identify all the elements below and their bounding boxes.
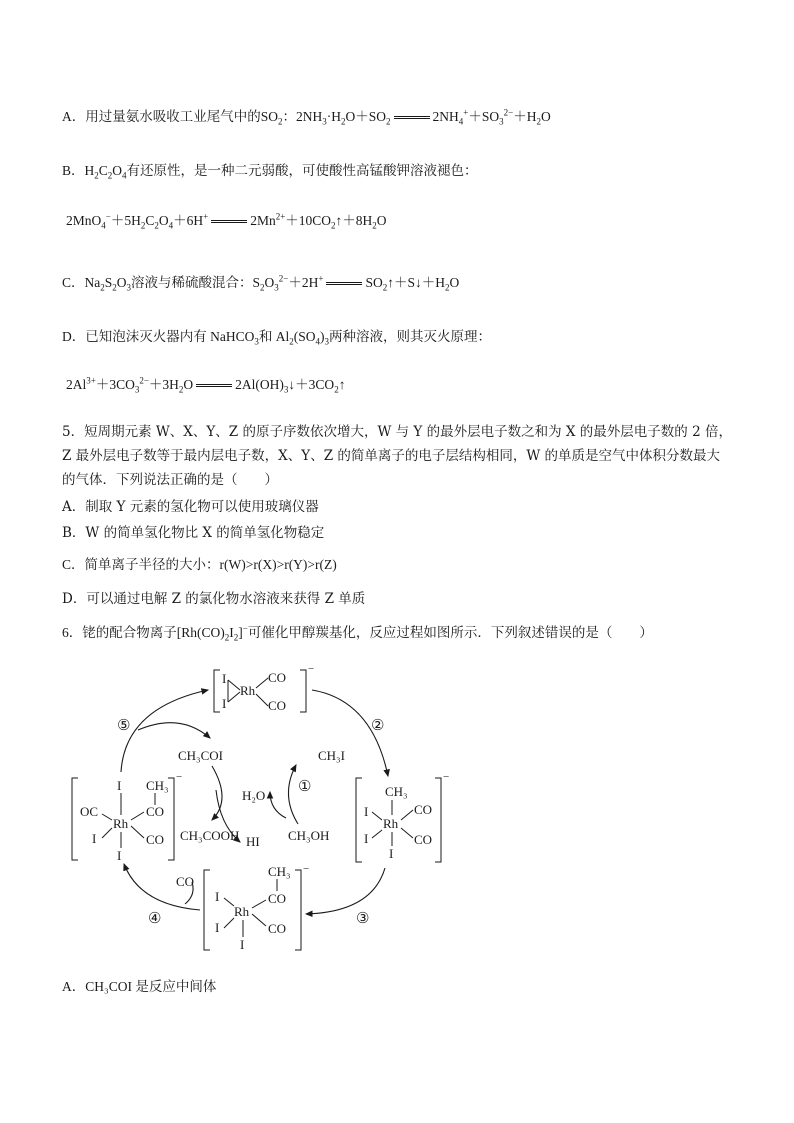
- text: 2Mn: [250, 213, 276, 228]
- option-b-equation: [66, 212, 387, 230]
- catalytic-cycle-diagram: [0, 650, 794, 970]
- rh-label: Rh: [234, 904, 250, 919]
- ch3i-label: CH₃I: [318, 748, 345, 763]
- text: 两种溶液，则其灭火原理：: [329, 329, 492, 344]
- text: O: [158, 213, 169, 228]
- text: 2Al: [66, 377, 87, 392]
- ligand-i: I: [222, 696, 227, 711]
- ligand-ch3: CH₃: [268, 864, 291, 879]
- sup: +: [203, 211, 209, 222]
- ligand-i: I: [92, 831, 97, 846]
- hi-label: HI: [246, 834, 260, 849]
- sub: 2: [233, 632, 239, 643]
- text: C: [98, 163, 108, 178]
- step-1-label: ①: [298, 779, 312, 795]
- ligand-co: CO: [414, 802, 433, 817]
- text: ＋6H: [173, 213, 204, 228]
- step-5-label: ⑤: [117, 718, 131, 734]
- sub: 4: [458, 116, 464, 127]
- sub: 2: [260, 282, 265, 293]
- text: [Rh(CO): [176, 625, 225, 640]
- arrow-release-ch3coi: [138, 723, 210, 738]
- question-5-option-b: B．W 的简单氢化物比 X 的简单氢化物稳定: [62, 525, 325, 541]
- sub: 2: [107, 170, 113, 181]
- question-5-option-a: A．制取 Y 元素的氢化物可以使用玻璃仪器: [62, 499, 319, 515]
- charge: −: [308, 663, 315, 675]
- text: O: [264, 275, 275, 290]
- sub: 3: [499, 116, 504, 127]
- step-4-label: ④: [148, 911, 162, 927]
- ligand-i: I: [222, 671, 227, 686]
- text: (SO: [293, 329, 316, 344]
- text: ]: [238, 625, 243, 640]
- text: 2MnO: [66, 213, 102, 228]
- left-rh-complex: [72, 771, 182, 863]
- ch3oh-label: CH₃OH: [288, 828, 330, 843]
- sup: 2+: [275, 211, 286, 222]
- text: ＋SO: [468, 109, 500, 124]
- ligand-i: I: [215, 889, 220, 904]
- sup: 3+: [86, 375, 96, 386]
- text: 有还原性，是一种二元弱酸，可使酸性高锰酸钾溶液褪色：: [126, 163, 478, 178]
- question-5-stem: 5．短周期元素 W、X、Y、Z 的原子序数依次增大，W 与 Y 的最外层电子数之和为 X 的最外层电子数的 2 倍，Z 最外层电子数等于最内层电子数，X、Y、Z 的简单离子的电子层结构相同，W 的单质是空气中体积分数最大的气体．下列说法正确的是（ ）: [62, 424, 732, 488]
- sub: 3: [324, 336, 330, 347]
- sup: +: [318, 273, 324, 284]
- text: O: [376, 213, 387, 228]
- question-6-stem: [62, 624, 653, 642]
- ligand-i: I: [364, 831, 369, 846]
- sub: 3: [126, 282, 132, 293]
- text: ): [320, 329, 325, 344]
- ligand-oc: OC: [80, 804, 99, 819]
- sub: 3: [274, 282, 279, 293]
- text: O: [183, 377, 194, 392]
- sup: −: [105, 211, 111, 222]
- sup: 2−: [278, 273, 289, 284]
- sub: 2: [331, 220, 336, 231]
- text: 2Al(OH): [235, 377, 284, 392]
- question-5-option-c: C．简单离子半径的大小：r(W)>r(X)>r(Y)>r(Z): [62, 557, 337, 572]
- text: C．Na: [62, 275, 101, 290]
- text: ：2NH: [282, 109, 323, 124]
- text: S: [104, 275, 113, 290]
- text: ＋3H: [148, 377, 179, 392]
- sup: +: [463, 107, 469, 118]
- equals-sign: [196, 384, 232, 387]
- right-rh-complex: [356, 771, 449, 862]
- ligand-i: I: [215, 920, 220, 935]
- text: SO: [365, 275, 383, 290]
- text: ↑＋8H: [335, 213, 373, 228]
- arrow-step-3: [306, 868, 385, 914]
- arrow-ch3oh-to-ch3i: [288, 765, 298, 824]
- sub: 3: [254, 336, 259, 347]
- sub: 2: [154, 220, 159, 231]
- equals-sign: [211, 220, 247, 223]
- option-d-equation: [66, 376, 345, 394]
- sub: 3: [322, 116, 327, 127]
- text: ↑＋S↓＋H: [387, 275, 445, 290]
- step-2-label: ②: [371, 718, 385, 734]
- step-3-label: ③: [356, 911, 370, 927]
- sup: 2−: [139, 375, 149, 386]
- text: 溶液与稀硫酸混合：S: [131, 275, 261, 290]
- text: C: [145, 213, 155, 228]
- ligand-co: CO: [146, 832, 165, 847]
- sub: 2: [178, 384, 184, 395]
- sub: 2: [94, 170, 99, 181]
- sub: 2: [382, 282, 388, 293]
- text: ↑: [338, 377, 346, 392]
- text: 可催化甲醇羰基化，反应过程如图所示．下列叙述错误的是（ ）: [247, 625, 653, 640]
- text: ＋H: [513, 109, 537, 124]
- charge: −: [443, 771, 450, 783]
- sub: 2: [341, 116, 346, 127]
- equals-sign: [326, 282, 362, 285]
- question-5-option-d: D．可以通过电解 Z 的氯化物水溶液来获得 Z 单质: [62, 591, 366, 607]
- co-label: CO: [176, 874, 195, 889]
- arrow-h2o-release: [270, 792, 286, 818]
- text: D．已知泡沫灭火器内有 NaHCO: [62, 329, 255, 344]
- rh-label: Rh: [383, 816, 399, 831]
- sub: 2: [224, 632, 230, 643]
- text: ＋3CO: [95, 377, 135, 392]
- ligand-co: CO: [414, 832, 433, 847]
- option-c: [62, 274, 459, 292]
- text: O: [540, 109, 551, 124]
- sub: 2: [278, 116, 283, 127]
- sub: 4: [101, 220, 106, 231]
- text: O: [449, 275, 460, 290]
- sub: 2: [289, 336, 294, 347]
- sub: 2: [140, 220, 146, 231]
- sub: 2: [334, 384, 339, 395]
- ligand-i: I: [240, 937, 245, 952]
- sub: 2: [372, 220, 377, 231]
- ch3coi-label: CH₃COI: [178, 748, 223, 763]
- ligand-co: CO: [146, 804, 165, 819]
- sub: 4: [122, 170, 127, 181]
- ligand-co: CO: [268, 698, 287, 713]
- ligand-i: I: [117, 778, 122, 793]
- sub: 2: [100, 282, 105, 293]
- text: 6．铑的配合物离子: [62, 625, 177, 640]
- ch3cooh-label: CH₃COOH: [180, 828, 240, 843]
- sup: 2−: [503, 107, 514, 118]
- text: ·H: [326, 109, 342, 124]
- sub: 4: [168, 220, 174, 231]
- text: ＋10CO: [285, 213, 332, 228]
- text: B．H: [62, 163, 95, 178]
- text: O: [112, 163, 123, 178]
- sub: 3: [283, 384, 289, 395]
- rh-label: Rh: [240, 683, 256, 698]
- ligand-ch3: CH₃: [385, 784, 408, 799]
- option-a: [62, 108, 551, 126]
- bottom-rh-complex: [204, 863, 309, 952]
- top-rh-complex: [214, 663, 314, 713]
- ligand-co: CO: [268, 921, 287, 936]
- sub: 2: [536, 116, 541, 127]
- charge: −: [303, 863, 310, 875]
- ligand-co: CO: [268, 670, 287, 685]
- text: O: [116, 275, 127, 290]
- text: ↓＋3CO: [288, 377, 335, 392]
- h2o-label: H₂O: [242, 788, 266, 803]
- text: I: [229, 625, 234, 640]
- ligand-i: I: [389, 846, 394, 861]
- sup: −: [242, 623, 248, 634]
- charge: −: [176, 771, 183, 783]
- ligand-co: CO: [268, 891, 287, 906]
- sub: 3: [134, 384, 140, 395]
- sub: 2: [386, 116, 391, 127]
- option-d: [62, 328, 491, 346]
- text: O＋SO: [345, 109, 387, 124]
- option-a-text: A．用过量氨水吸收工业尾气中的SO: [62, 109, 279, 124]
- sub: 2: [444, 282, 450, 293]
- ligand-i: I: [117, 848, 122, 863]
- text: 和 Al: [258, 329, 290, 344]
- text: 2NH: [432, 109, 459, 124]
- ligand-ch3: CH₃: [146, 778, 169, 793]
- sub: 2: [112, 282, 117, 293]
- ligand-i: I: [364, 804, 369, 819]
- equals-sign: [394, 116, 430, 119]
- text: ＋2H: [288, 275, 319, 290]
- text: ＋5H: [110, 213, 141, 228]
- rh-label: Rh: [113, 816, 129, 831]
- sub: 4: [315, 336, 321, 347]
- option-b: [62, 162, 478, 180]
- question-6-option-a: A．CH₃COI 是反应中间体: [62, 979, 217, 994]
